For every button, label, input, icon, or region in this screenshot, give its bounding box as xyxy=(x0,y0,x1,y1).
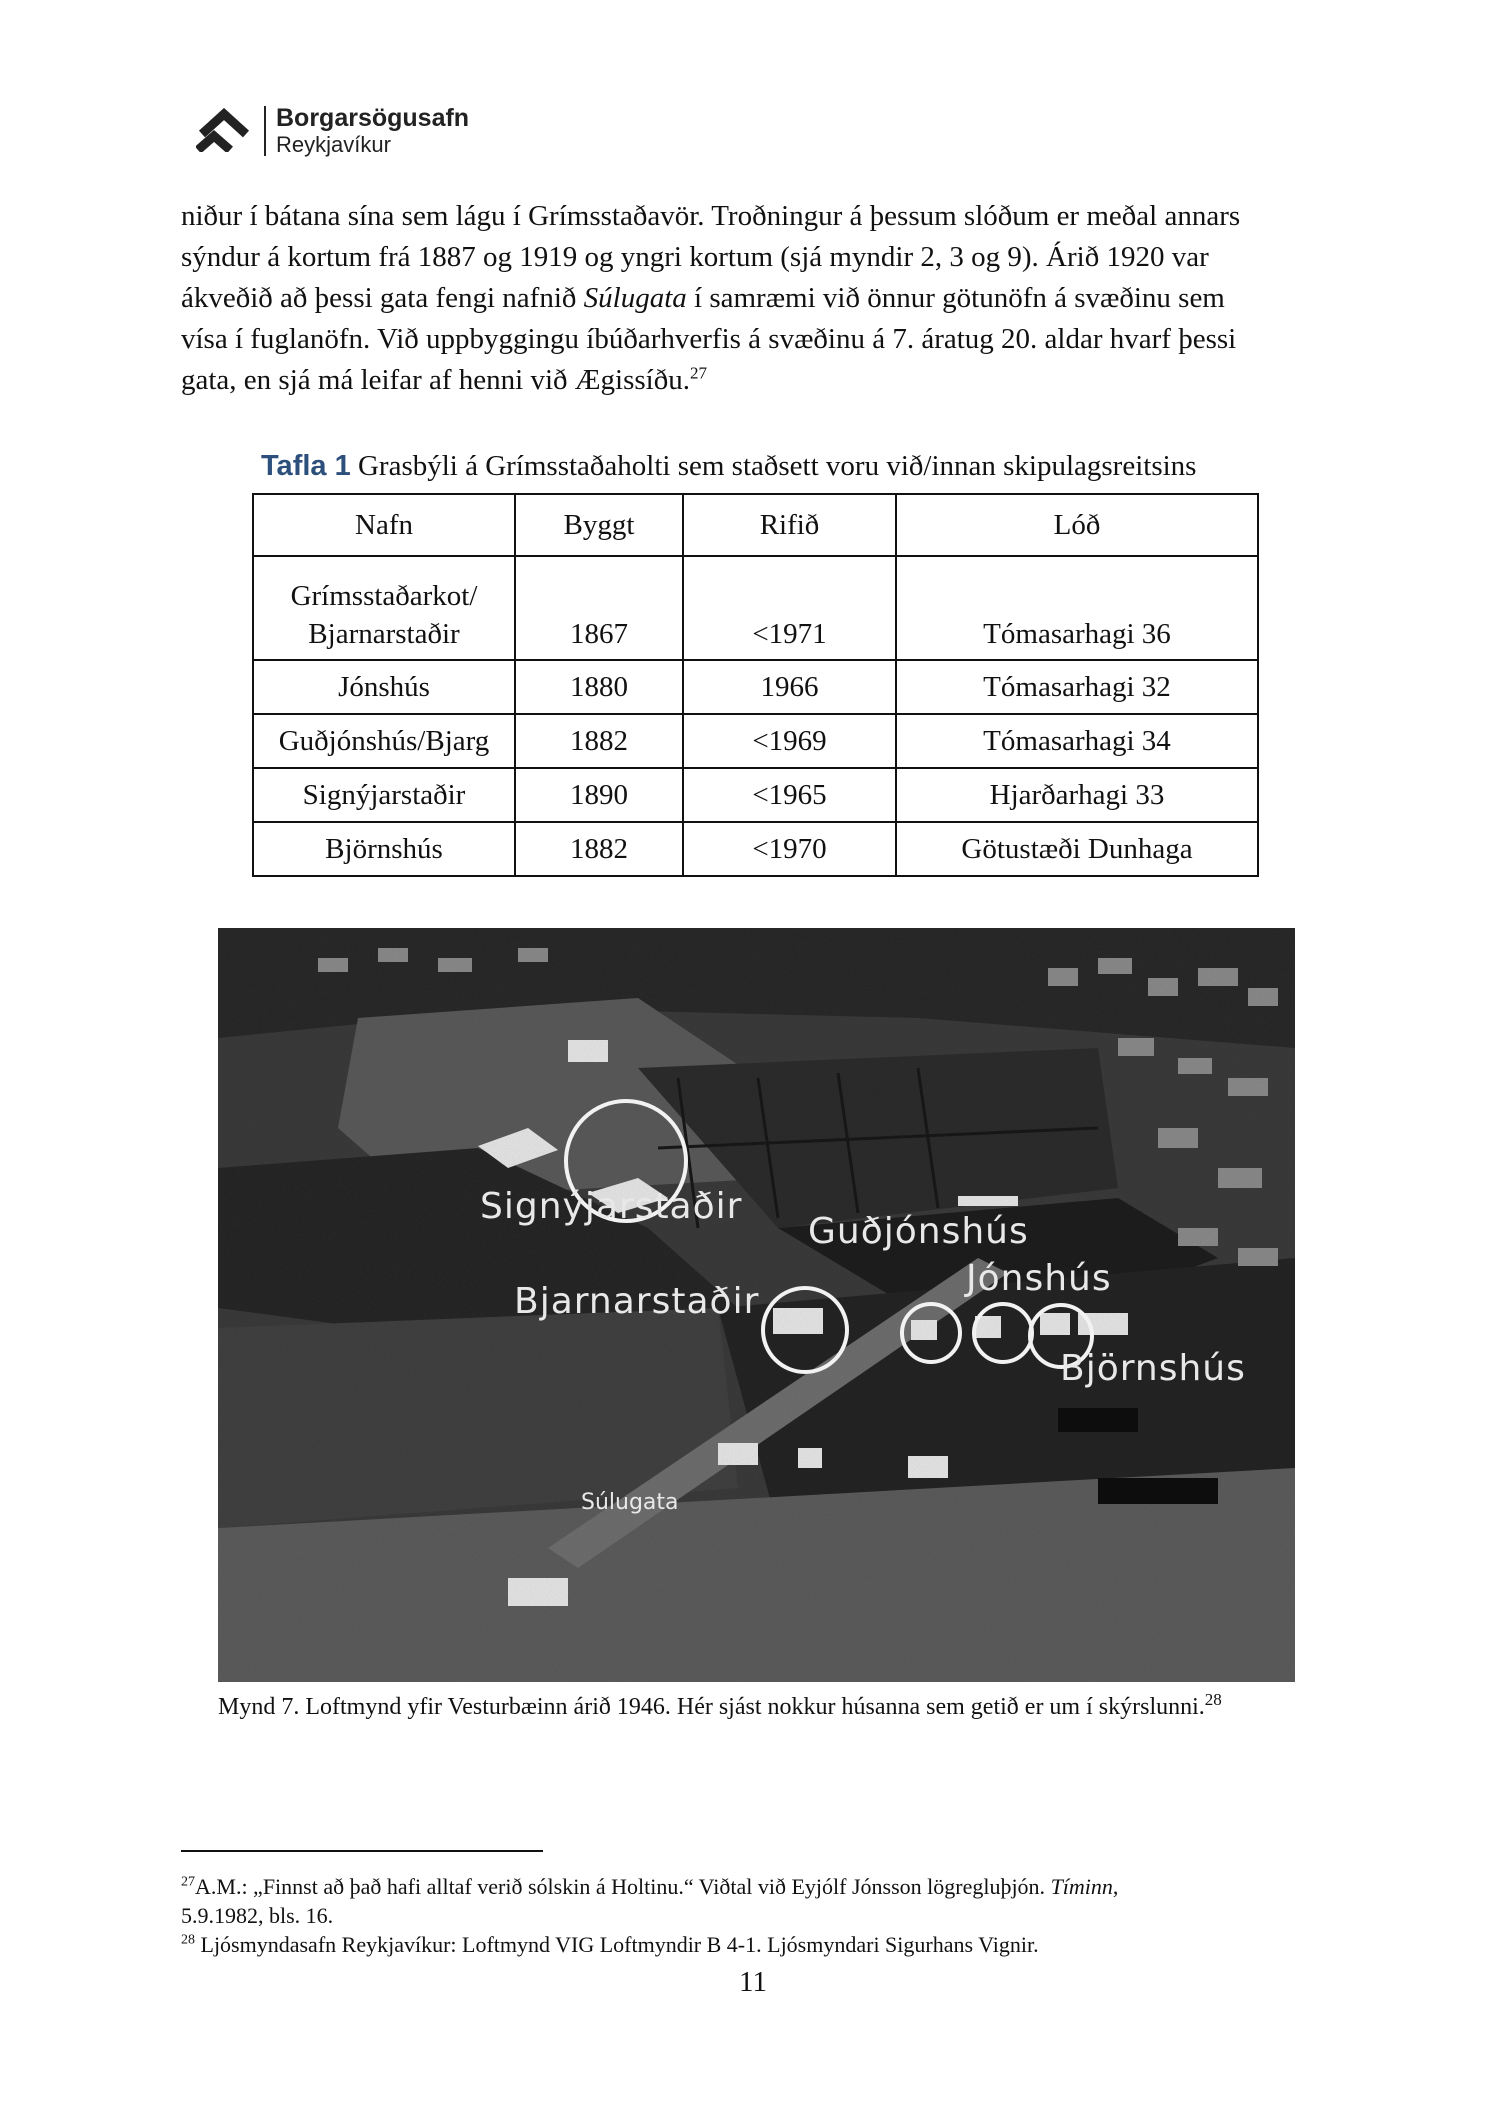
cell-plot: Götustæði Dunhaga xyxy=(896,822,1258,876)
cell-demolished: 1966 xyxy=(683,660,896,714)
cell-demolished: <1965 xyxy=(683,768,896,822)
cell-plot: Hjarðarhagi 33 xyxy=(896,768,1258,822)
cell-demolished: <1970 xyxy=(683,822,896,876)
body-line: niður í bátana sína sem lágu í Grímsstaðavör. Troðningur á þessum slóðum er meðal annars xyxy=(181,200,1241,232)
footnote-28: $^{28}$ Ljósmyndasafn Reykjavíkur: Loftmynd VIG Loftmyndir B 4-1. Ljósmyndari Sigurhans Vignir. xyxy=(181,1932,1039,1957)
logo-name: Borgarsögusafn xyxy=(276,104,470,132)
table-row xyxy=(253,768,1258,822)
body-line: gata, en sjá má leifar af henni við Ægissíðu.$^{27}$ xyxy=(181,363,707,396)
label-jonshus: Jónshús xyxy=(966,1258,1112,1299)
label-sulugata: Súlugata xyxy=(581,1490,679,1515)
body-line: sýndur á kortum frá 1887 og 1919 og yngri kortum (sjá myndir 2, 3 og 9). Árið 1920 var xyxy=(181,241,1209,273)
figure-caption: Mynd 7. Loftmynd yfir Vesturbæinn árið 1946. Hér sjást nokkur húsanna sem getið er um í skýrslunni.$^{28}$ xyxy=(218,1690,1222,1720)
cell-name: Jónshús xyxy=(253,660,515,714)
cell-demolished: <1969 xyxy=(683,714,896,768)
label-signyjarstadir: Signýjarstaðir xyxy=(480,1186,743,1227)
footnote-ref-28[interactable]: 28 xyxy=(1204,1690,1222,1709)
body-line: ákveðið að þessi gata fengi nafnið Súlugata í samræmi við önnur götunöfn á svæðinu sem xyxy=(181,282,1225,314)
cell-name: Guðjónshús/Bjarg xyxy=(253,714,515,768)
table-row xyxy=(253,556,1258,660)
cell-plot: Tómasarhagi 36 xyxy=(896,556,1258,660)
cell-built: 1882 xyxy=(515,714,683,768)
table-caption xyxy=(261,450,1196,483)
museum-logo xyxy=(196,104,496,160)
logo-mark-icon xyxy=(196,108,254,152)
logo-city: Reykjavíkur xyxy=(276,132,391,157)
table-label: Tafla 1 xyxy=(261,450,351,482)
table-header-row xyxy=(253,494,1258,556)
label-bjarnarstadir: Bjarnarstaðir xyxy=(514,1281,760,1322)
table-row xyxy=(253,660,1258,714)
cell-name: Björnshús xyxy=(253,822,515,876)
label-gudjonshus: Guðjónshús xyxy=(808,1211,1029,1252)
cell-built: 1890 xyxy=(515,768,683,822)
table-caption-text: Grasbýli á Grímsstaðaholti sem staðsett voru við/innan skipulagsreitsins xyxy=(350,450,1197,482)
cell-built: 1867 xyxy=(515,556,683,660)
column-header: Rifið xyxy=(683,494,896,556)
footnote-27: $^{27}$A.M.: „Finnst að það hafi alltaf verið sólskin á Holtinu.“ Viðtal við Eyjólf Jónsson lögregluþjón. Tíminn, xyxy=(181,1874,1119,1899)
footnotes xyxy=(181,1872,1331,1959)
column-header: Byggt xyxy=(515,494,683,556)
table-row xyxy=(253,822,1258,876)
footnote-separator xyxy=(181,1850,543,1852)
houses-table xyxy=(252,493,1259,877)
footnote-ref-27[interactable]: 27 xyxy=(689,363,707,383)
column-header: Lóð xyxy=(896,494,1258,556)
cell-name: Grímsstaðarkot/ Bjarnarstaðir xyxy=(253,556,515,660)
label-bjornshus: Björnshús xyxy=(1060,1348,1246,1389)
page-number: 11 xyxy=(739,1966,767,1998)
column-header: Nafn xyxy=(253,494,515,556)
cell-built: 1882 xyxy=(515,822,683,876)
cell-plot: Tómasarhagi 34 xyxy=(896,714,1258,768)
table-row xyxy=(253,714,1258,768)
body-line: vísa í fuglanöfn. Við uppbyggingu íbúðarhverfis á svæðinu á 7. áratug 20. aldar hvarf þessi xyxy=(181,323,1237,355)
body-paragraph xyxy=(181,196,1301,401)
street-name-italic: Súlugata xyxy=(583,282,687,314)
cell-plot: Tómasarhagi 32 xyxy=(896,660,1258,714)
cell-built: 1880 xyxy=(515,660,683,714)
cell-demolished: <1971 xyxy=(683,556,896,660)
cell-name: Signýjarstaðir xyxy=(253,768,515,822)
footnote-27-continued: 5.9.1982, bls. 16. xyxy=(181,1903,334,1928)
aerial-photo xyxy=(218,928,1295,1682)
logo-divider xyxy=(264,106,266,156)
